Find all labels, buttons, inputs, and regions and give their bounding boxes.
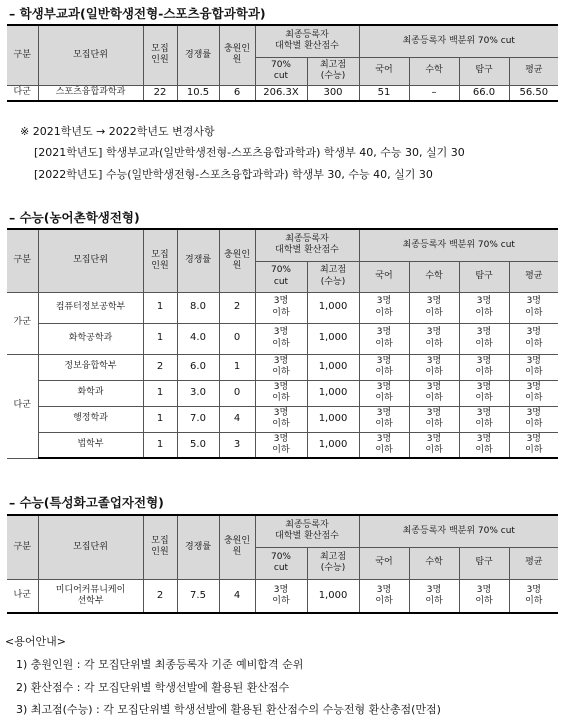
cell-avg: 3명 이하 [509, 292, 558, 323]
cell-reserve: 6 [219, 85, 255, 101]
section3-table [7, 514, 558, 614]
cell-avg: 56.50 [509, 85, 558, 101]
cell-unit: 화학공학과 [38, 323, 143, 354]
cell-kor: 51 [359, 85, 409, 101]
cell-math: 3명 이하 [409, 406, 459, 432]
header-inquiry: 탐구 [459, 547, 509, 579]
guide-item-3: 3) 최고점(수능) : 각 모집단위별 학생선발에 활용된 환산점수의 수능전형 환산총점(만점) [16, 703, 441, 716]
cell-unit: 정보융합학부 [38, 354, 143, 380]
cell-quota: 22 [143, 85, 177, 101]
header-unit: 모집단위 [38, 515, 143, 579]
cell-unit: 컴퓨터정보공학부 [38, 292, 143, 323]
cell-max: 1,000 [307, 380, 359, 406]
cell-quota: 2 [143, 579, 177, 613]
header-inquiry: 탐구 [459, 57, 509, 85]
cell-pct70: 3명 이하 [255, 323, 307, 354]
cell-avg: 3명 이하 [509, 323, 558, 354]
table-row [7, 323, 558, 354]
section3-title: – 수능(특성화고졸업자전형) [9, 495, 164, 510]
header-kor: 국어 [359, 57, 409, 85]
header-final-score: 최종등록자 대학별 환산점수 [255, 25, 359, 57]
cell-reserve: 3 [219, 432, 255, 458]
cell-competition: 4.0 [177, 323, 219, 354]
header-competition: 경쟁률 [177, 229, 219, 292]
cell-unit: 미디어커뮤니케이 션학부 [38, 579, 143, 613]
cell-competition: 7.5 [177, 579, 219, 613]
cell-pct70: 3명 이하 [255, 354, 307, 380]
header-avg: 평균 [509, 547, 558, 579]
cell-kor: 3명 이하 [359, 323, 409, 354]
header-reserve: 충원인 원 [219, 25, 255, 85]
cell-competition: 3.0 [177, 380, 219, 406]
header-reserve: 충원인 원 [219, 229, 255, 292]
header-final-score: 최종등록자 대학별 환산점수 [255, 515, 359, 547]
cell-quota: 1 [143, 406, 177, 432]
cell-pct70: 3명 이하 [255, 292, 307, 323]
cell-math: – [409, 85, 459, 101]
cell-kor: 3명 이하 [359, 406, 409, 432]
cell-avg: 3명 이하 [509, 380, 558, 406]
header-percentile: 최종등록자 백분위 70% cut [359, 515, 558, 547]
cell-math: 3명 이하 [409, 432, 459, 458]
cell-inquiry: 3명 이하 [459, 406, 509, 432]
header-percentile: 최종등록자 백분위 70% cut [359, 229, 558, 261]
cell-kor: 3명 이하 [359, 432, 409, 458]
cell-competition: 10.5 [177, 85, 219, 101]
cell-max: 1,000 [307, 354, 359, 380]
cell-quota: 2 [143, 354, 177, 380]
cell-math: 3명 이하 [409, 323, 459, 354]
cell-max: 1,000 [307, 323, 359, 354]
cell-competition: 5.0 [177, 432, 219, 458]
header-final-score: 최종등록자 대학별 환산점수 [255, 229, 359, 261]
cell-reserve: 4 [219, 406, 255, 432]
cell-max: 300 [307, 85, 359, 101]
header-quota: 모집 인원 [143, 229, 177, 292]
cell-unit: 화학과 [38, 380, 143, 406]
guide-item-2: 2) 환산점수 : 각 모집단위별 학생선발에 활용된 환산점수 [16, 681, 290, 694]
cell-max: 1,000 [307, 579, 359, 613]
cell-pct70: 206.3X [255, 85, 307, 101]
header-max: 최고점 (수능) [307, 261, 359, 292]
cell-reserve: 4 [219, 579, 255, 613]
cell-max: 1,000 [307, 432, 359, 458]
cell-reserve: 2 [219, 292, 255, 323]
guide-item-1: 1) 충원인원 : 각 모집단위별 최종등록자 기준 예비합격 순위 [16, 658, 304, 671]
cell-math: 3명 이하 [409, 292, 459, 323]
header-competition: 경쟁률 [177, 515, 219, 579]
table-row [7, 432, 558, 458]
guide-title: <용어안내> [5, 635, 66, 648]
cell-reserve: 0 [219, 323, 255, 354]
header-max: 최고점 (수능) [307, 57, 359, 85]
cell-avg: 3명 이하 [509, 579, 558, 613]
header-quota: 모집 인원 [143, 25, 177, 85]
cell-pct70: 3명 이하 [255, 432, 307, 458]
cell-competition: 8.0 [177, 292, 219, 323]
cell-math: 3명 이하 [409, 380, 459, 406]
section1-table [7, 24, 558, 102]
cell-competition: 7.0 [177, 406, 219, 432]
table-row [7, 354, 558, 380]
header-avg: 평균 [509, 261, 558, 292]
cell-max: 1,000 [307, 406, 359, 432]
change-2021: [2021학년도] 학생부교과(일반학생전형-스포츠융합과학과) 학생부 40, 수능 30, 실기 30 [34, 146, 465, 159]
cell-pct70: 3명 이하 [255, 579, 307, 613]
cell-unit: 법학부 [38, 432, 143, 458]
cell-inquiry: 3명 이하 [459, 432, 509, 458]
header-reserve: 충원인 원 [219, 515, 255, 579]
cell-inquiry: 3명 이하 [459, 380, 509, 406]
cell-pct70: 3명 이하 [255, 406, 307, 432]
cell-max: 1,000 [307, 292, 359, 323]
header-gubun: 구분 [7, 229, 38, 292]
cell-math: 3명 이하 [409, 579, 459, 613]
cell-inquiry: 3명 이하 [459, 323, 509, 354]
header-unit: 모집단위 [38, 229, 143, 292]
table-row [7, 579, 558, 613]
header-avg: 평균 [509, 57, 558, 85]
cell-competition: 6.0 [177, 354, 219, 380]
cell-inquiry: 3명 이하 [459, 579, 509, 613]
header-math: 수학 [409, 57, 459, 85]
cell-kor: 3명 이하 [359, 292, 409, 323]
cell-reserve: 1 [219, 354, 255, 380]
header-inquiry: 탐구 [459, 261, 509, 292]
header-pct70: 70% cut [255, 261, 307, 292]
cell-inquiry: 66.0 [459, 85, 509, 101]
group-ga: 가군 [7, 292, 38, 354]
cell-kor: 3명 이하 [359, 354, 409, 380]
cell-quota: 1 [143, 292, 177, 323]
table-row [7, 292, 558, 323]
section2-title: – 수능(농어촌학생전형) [9, 210, 140, 225]
cell-avg: 3명 이하 [509, 432, 558, 458]
header-max: 최고점 (수능) [307, 547, 359, 579]
cell-unit: 행정학과 [38, 406, 143, 432]
change-2022: [2022학년도] 수능(일반학생전형-스포츠융합과학과) 학생부 30, 수능 40, 실기 30 [34, 168, 433, 181]
cell-quota: 1 [143, 432, 177, 458]
cell-pct70: 3명 이하 [255, 380, 307, 406]
header-math: 수학 [409, 547, 459, 579]
cell-quota: 1 [143, 380, 177, 406]
change-note: ※ 2021학년도 → 2022학년도 변경사항 [20, 125, 215, 138]
cell-gubun: 다군 [7, 85, 38, 101]
cell-inquiry: 3명 이하 [459, 292, 509, 323]
header-competition: 경쟁률 [177, 25, 219, 85]
table-row [7, 85, 558, 101]
header-pct70: 70% cut [255, 547, 307, 579]
cell-unit: 스포츠융합과학과 [38, 85, 143, 101]
section1-title: – 학생부교과(일반학생전형-스포츠융합과학과) [9, 6, 266, 21]
cell-quota: 1 [143, 323, 177, 354]
header-kor: 국어 [359, 261, 409, 292]
header-unit: 모집단위 [38, 25, 143, 85]
cell-avg: 3명 이하 [509, 354, 558, 380]
cell-reserve: 0 [219, 380, 255, 406]
cell-math: 3명 이하 [409, 354, 459, 380]
header-quota: 모집 인원 [143, 515, 177, 579]
header-math: 수학 [409, 261, 459, 292]
cell-inquiry: 3명 이하 [459, 354, 509, 380]
header-gubun: 구분 [7, 515, 38, 579]
cell-avg: 3명 이하 [509, 406, 558, 432]
section2-table [7, 228, 558, 459]
cell-kor: 3명 이하 [359, 380, 409, 406]
header-gubun: 구분 [7, 25, 38, 85]
header-kor: 국어 [359, 547, 409, 579]
cell-kor: 3명 이하 [359, 579, 409, 613]
table-row [7, 406, 558, 432]
table-row [7, 380, 558, 406]
cell-gubun: 나군 [7, 579, 38, 613]
header-pct70: 70% cut [255, 57, 307, 85]
group-da: 다군 [7, 354, 38, 458]
header-percentile: 최종등록자 백분위 70% cut [359, 25, 558, 57]
